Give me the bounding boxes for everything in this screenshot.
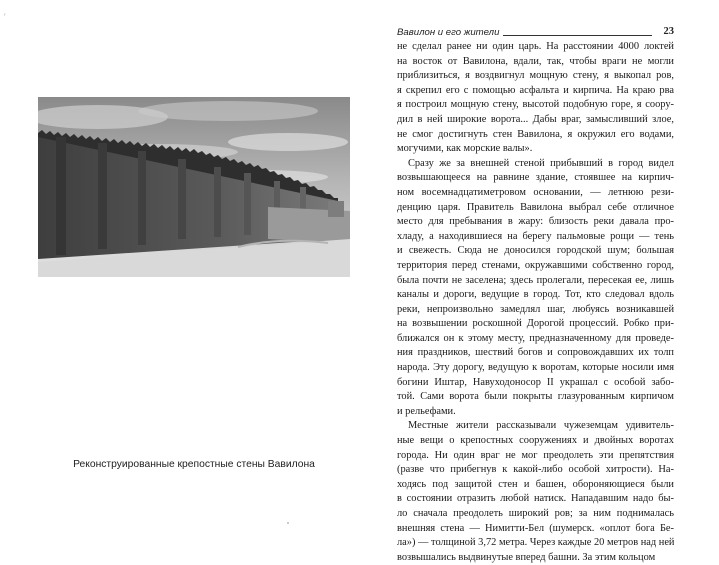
text-line: денцию царя. Правитель Вавилона выбрал себе отличное bbox=[397, 201, 674, 213]
text-line: в состоянии отразить любой натиск. Нападавшим надо бы- bbox=[397, 493, 674, 505]
text-line: народа. Эту дорогу, ведущую к воротам, которые носили имя bbox=[397, 362, 674, 374]
text-line: города. Ни один враг не мог преодолеть эти препятствия bbox=[397, 449, 674, 461]
text-line: не смог достигнуть стен Вавилона, я окружил его водами, bbox=[397, 128, 674, 140]
page-number: 23 bbox=[663, 26, 674, 37]
text-line: Местные жители рассказывали чужеземцам удивитель- bbox=[408, 420, 674, 432]
text-line: (разве что прибегнув к какой-либо особой хитрости). На- bbox=[397, 464, 674, 476]
text-line: возвышающееся на равнине здание, стоявшее на кирпич- bbox=[397, 172, 674, 184]
text-line: ния праздников, шествий богов и сопровождавших их толп bbox=[397, 347, 674, 359]
text-line: могучими, как морские валы». bbox=[397, 143, 533, 155]
wall-photo-illustration bbox=[38, 97, 350, 277]
text-line: ло сначала преодолеть широкий ров; за ним поднималась bbox=[397, 508, 674, 519]
text-line: той. Сами ворота были покрыты глазурованным кирпичом bbox=[397, 391, 674, 403]
text-line: богини Иштар, Навуходоносор II украшал с особой забо- bbox=[397, 376, 674, 388]
photo-caption: Реконструированные крепостные стены Вавилона bbox=[73, 459, 315, 470]
left-page bbox=[0, 0, 360, 540]
text-line: реки, непроизвольно замедлял шаг, любуясь возникавшей bbox=[397, 303, 674, 315]
text-line: ные вещи о крепостных сооружениях и двойных воротах bbox=[397, 435, 674, 447]
text-line: возвышались выдвинутые вперед башни. За этим кольцом bbox=[397, 551, 656, 563]
text-line: была почти не заселена; здесь пролегали, пересекая ее, лишь bbox=[397, 274, 674, 286]
page-edge-mark: ' bbox=[4, 12, 6, 22]
text-line: внешняя стена — Нимитти-Бел (шумерск. «оплот бога Бе- bbox=[397, 522, 674, 534]
paragraph bbox=[397, 419, 674, 565]
running-head bbox=[397, 27, 674, 39]
running-head-title: Вавилон и его жители bbox=[397, 27, 503, 38]
page-speck bbox=[287, 522, 289, 524]
text-line: каналы и дороги, ведущие в город. Тот, кто следовал вдоль bbox=[397, 289, 674, 301]
text-line: территория перед стенами, окружавшими собственно город, bbox=[397, 259, 674, 271]
text-line: я построил мощную стену, высотой подобную горе, я соору- bbox=[397, 99, 674, 111]
text-line: ходясь под защитой стен и башен, обороняющиеся были bbox=[397, 478, 674, 490]
paragraph bbox=[397, 40, 674, 157]
text-line: Сразу же за внешней стеной прибывший в город видел bbox=[408, 157, 674, 169]
text-line: дил в ней широкие ворота... Дабы враг, замысливший злое, bbox=[397, 113, 674, 125]
text-line: я скрепил его с помощью асфальта и кирпича. На краю рва bbox=[397, 84, 674, 96]
paragraph bbox=[397, 157, 674, 420]
text-line: ном восемнадцатиметровом основании, — летнюю рези- bbox=[397, 186, 674, 198]
text-line: и рельефами. bbox=[397, 405, 456, 417]
babylon-walls-photo bbox=[38, 97, 350, 277]
body-text bbox=[397, 40, 674, 565]
text-line: на возвышении роскошной Дорогой процессий. Робко при- bbox=[397, 318, 674, 330]
text-line: и свежесть. Сюда не доносился городской шум; большая bbox=[397, 245, 674, 257]
text-line: не сделал ранее ни один царь. На расстоянии 4000 локтей bbox=[397, 41, 674, 52]
text-line: хладу, а находившиеся на берегу пальмовые рощи — тень bbox=[397, 230, 674, 242]
text-line: приблизиться, я воздвигнул мощную стену, я выкопал ров, bbox=[397, 70, 674, 82]
text-line: на восток от Вавилона, вдали, так, чтобы враги не могли bbox=[397, 55, 674, 67]
text-line: ла») — толщиной 3,72 метра. Через каждые 20 метров над ней bbox=[397, 537, 674, 549]
text-line: место для пребывания в жару: близость реки давала про- bbox=[397, 216, 674, 228]
text-line: ближался он к этому месту, предназначенному для проведе- bbox=[397, 332, 674, 344]
